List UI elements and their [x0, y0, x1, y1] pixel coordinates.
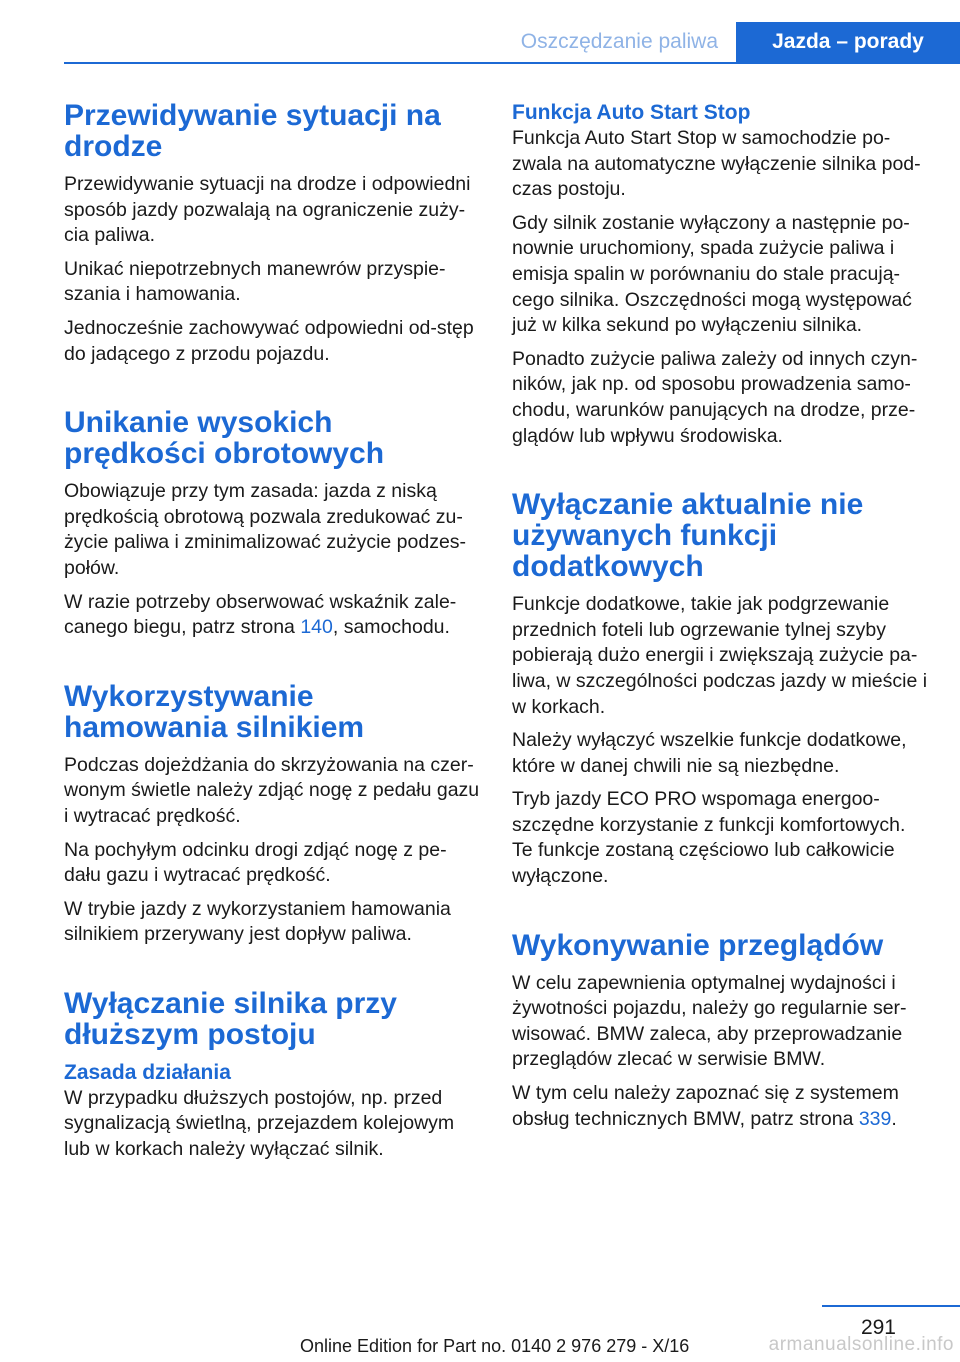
paragraph: Gdy silnik zostanie wyłączony a następnie po-nownie uruchomiony, spada zużycie paliwa i emisja spalin w porównaniu do stale pracują-cego silnika. Oszczędności mogą występować już w kilka sekund po wyłączeniu silnika. [512, 211, 912, 337]
left-column [64, 100, 480, 1171]
subheading-auto-start-stop: Funkcja Auto Start Stop [512, 101, 751, 124]
heading-anticipation: Przewidywanie sytuacji na drodze [64, 99, 441, 163]
paragraph: Na pochyłym odcinku drogi zdjąć nogę z pe-dału gazu i wytracać prędkość. [64, 838, 447, 887]
text-span: . [891, 1107, 897, 1130]
paragraph: Obowiązuje przy tym zasada: jazda z niską prędkością obrotową pozwala zredukować zu-życie paliwa i zminimalizować zużycie podzes-połów. [64, 480, 467, 579]
paragraph [64, 590, 480, 641]
watermark: armanualsonline.info [768, 1334, 954, 1355]
heading-avoid-high-rpm: Unikanie wysokich prędkości obrotowych [64, 406, 385, 471]
paragraph: Należy wyłączyć wszelkie funkcje dodatkowe, które w danej chwili nie są niezbędne. [512, 729, 907, 777]
page-link-339[interactable]: 339 [858, 1107, 892, 1130]
paragraph: Jednocześnie zachowywać odpowiedni od-stęp do jadącego z przodu pojazdu. [64, 316, 474, 365]
page-link-140[interactable]: 140 [300, 616, 333, 639]
right-column [512, 100, 928, 1140]
page-number: 291 [860, 1316, 896, 1339]
heading-disable-extra-functions: Wyłączanie aktualnie nie używanych funkcji dodatkowych [512, 488, 864, 584]
heading-engine-off-long-stop: Wyłączanie silnika przy dłuższym postoju [64, 986, 397, 1051]
text-span: W razie potrzeby obserwować wskaźnik zale-canego biegu, patrz strona [64, 590, 457, 639]
subheading-principle: Zasada działania [64, 1060, 231, 1084]
paragraph: W celu zapewnienia optymalnej wydajności i żywotności pojazdu, należy go regularnie ser-wisować. BMW zaleca, aby przeprowadzanie przeglądów zlecać w serwisie BMW. [512, 971, 907, 1071]
paragraph [512, 1081, 928, 1132]
paragraph: W przypadku dłuższych postojów, np. przed sygnalizacją świetlną, przejazdem kolejowym lub w korkach należy wyłączać silnik. [64, 1086, 455, 1161]
paragraph: Przewidywanie sytuacji na drodze i odpowiedni sposób jazdy pozwalają na ograniczenie zuży-cia paliwa. [64, 173, 471, 247]
page-header [64, 22, 960, 64]
heading-engine-braking: Wykorzystywanie hamowania silnikiem [64, 679, 365, 744]
paragraph: Funkcja Auto Start Stop w samochodzie po-zwala na automatyczne wyłączenie silnika pod-czas postoju. [512, 127, 921, 201]
paragraph: Podczas dojeżdżania do skrzyżowania na czer-wonym świetle należy zdjąć nogę z pedału gazu i wytracać prędkość. [64, 753, 480, 827]
paragraph: Unikać niepotrzebnych manewrów przyspie-szania i hamowania. [64, 257, 446, 306]
heading-maintenance: Wykonywanie przeglądów [512, 928, 884, 962]
edition-note: Online Edition for Part no. 0140 2 976 279 - X/16 [300, 1336, 690, 1356]
section-tab[interactable]: Oszczędzanie paliwa [520, 30, 718, 53]
text-span: , samochodu. [332, 616, 450, 639]
paragraph: Tryb jazdy ECO PRO wspomaga energoo-szczędne korzystanie z funkcji komfortowych. Te funkcje zostaną częściowo lub całkowicie wyłączone. [512, 788, 906, 888]
chapter-tab[interactable]: Jazda – porady [736, 22, 960, 62]
text-span: W tym celu należy zapoznać się z systemem obsług technicznych BMW, patrz strona [512, 1082, 899, 1130]
footer-rule [822, 1305, 960, 1307]
paragraph: Funkcje dodatkowe, takie jak podgrzewanie przednich foteli lub ogrzewanie tylnej szyby pobierają dużo energii i zwiększają zużycie pa-liwa, w szczególności podczas jazdy w mieście i w korkach. [512, 593, 928, 718]
paragraph: W trybie jazdy z wykorzystaniem hamowania silnikiem przerywany jest dopływ paliwa. [64, 897, 451, 946]
paragraph: Ponadto zużycie paliwa zależy od innych czyn-ników, jak np. od sposobu prowadzenia samo-chodu, warunków panujących na drodze, prze-glądów lub wpływu środowiska. [512, 347, 918, 447]
